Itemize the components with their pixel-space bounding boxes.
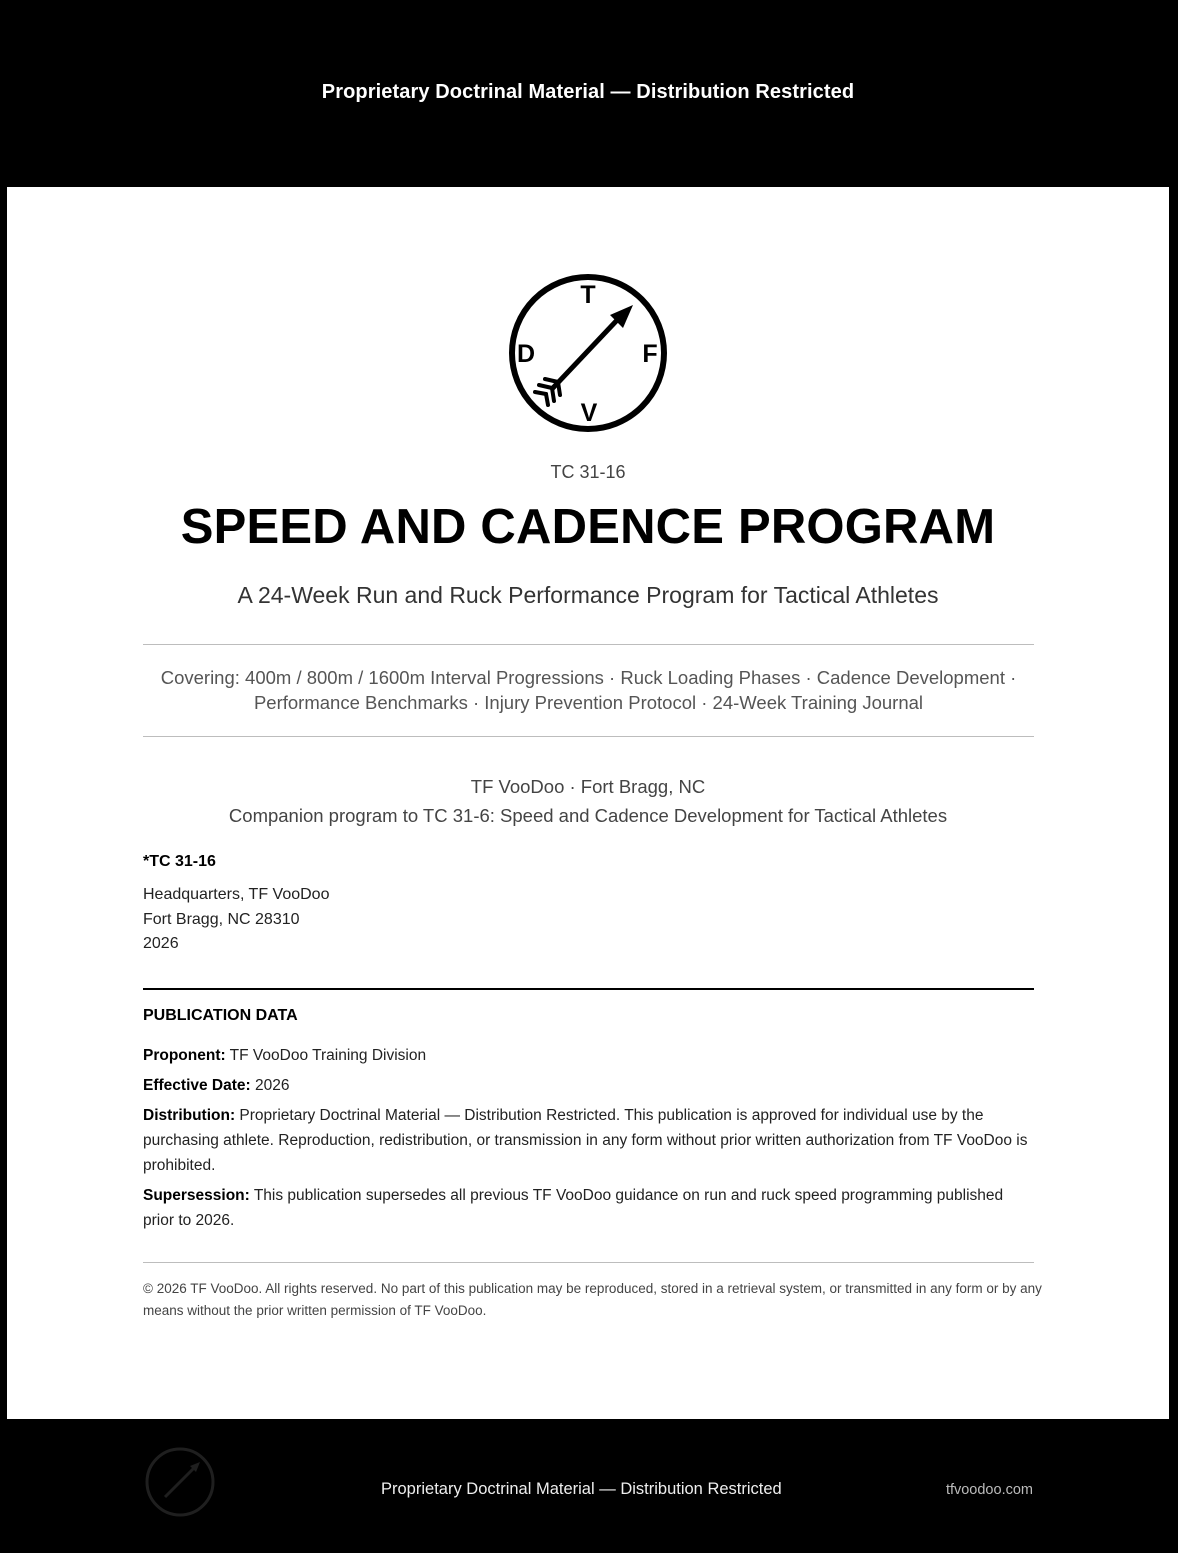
covering-summary: [143, 665, 1034, 715]
proponent-row: [143, 1043, 1034, 1068]
copyright-divider: [143, 1262, 1034, 1263]
effective-date-label: Effective Date:: [143, 1077, 251, 1094]
header-banner: Proprietary Doctrinal Material — Distribution Restricted: [321, 81, 855, 103]
logo-letter-right: F: [642, 340, 658, 368]
header-band: [7, 37, 1169, 187]
proponent-label: Proponent:: [143, 1047, 226, 1064]
hq-line-2: Fort Bragg, NC 28310: [143, 910, 300, 928]
covering-line-2: Performance Benchmarks · Injury Prevention Protocol · 24-Week Training Journal: [253, 692, 924, 713]
distribution-value: Proprietary Doctrinal Material — Distribution Restricted. This publication is approved for individual use by the purchasing athlete. Reproduction, redistribution, or transmission in any form without prior written authorization from TF VooDoo is prohibited.: [143, 1107, 1028, 1174]
distribution-row: [143, 1103, 1034, 1178]
compass-arrow-icon: [507, 272, 669, 434]
distribution-label: Distribution:: [143, 1107, 236, 1124]
logo-letter-top: T: [580, 281, 596, 309]
page-subtitle: A 24-Week Run and Ruck Performance Program for Tactical Athletes: [237, 582, 939, 608]
cover-page: [7, 187, 1169, 1419]
hq-line-3: 2026: [143, 935, 179, 952]
supersession-value: This publication supersedes all previous TF VooDoo guidance on run and ruck speed programming published prior to 2026.: [143, 1187, 1004, 1229]
footer-logo-icon: [143, 1445, 217, 1519]
organization-line: TF VooDoo · Fort Bragg, NC: [470, 776, 706, 797]
divider-bottom: [143, 736, 1034, 737]
divider-top: [143, 644, 1034, 645]
page-title: SPEED AND CADENCE PROGRAM: [180, 500, 996, 554]
effective-date-row: [143, 1073, 1034, 1098]
footer-url-link[interactable]: tfvoodoo.com: [945, 1482, 1033, 1498]
publication-divider: [143, 988, 1034, 990]
hq-line-1: Headquarters, TF VooDoo: [143, 886, 330, 903]
logo-letter-left: D: [516, 340, 536, 368]
covering-line-1: Covering: 400m / 800m / 1600m Interval Progressions · Ruck Loading Phases · Cadence Development ·: [160, 667, 1017, 688]
supersession-row: [143, 1183, 1034, 1233]
logo-letter-bottom: V: [580, 399, 598, 427]
effective-date-value: 2026: [250, 1077, 290, 1094]
supersession-label: Supersession:: [143, 1187, 250, 1204]
publication-heading: PUBLICATION DATA: [143, 1007, 298, 1024]
footer-banner: Proprietary Doctrinal Material — Distribution Restricted: [381, 1480, 782, 1498]
headquarters-block: [143, 853, 329, 957]
doc-number: TC 31-16: [550, 462, 626, 482]
publication-data: [143, 1007, 1034, 1238]
copyright-notice: © 2026 TF VooDoo. All rights reserved. No part of this publication may be reproduced, stored in a retrieval system, or transmitted in any form or by any means without the prior written permission of TF VooDoo.: [143, 1281, 1042, 1318]
companion-line: Companion program to TC 31-6: Speed and Cadence Development for Tactical Athletes: [228, 805, 948, 826]
hq-doc-number: *TC 31-16: [143, 853, 216, 870]
proponent-value: TF VooDoo Training Division: [225, 1047, 427, 1064]
